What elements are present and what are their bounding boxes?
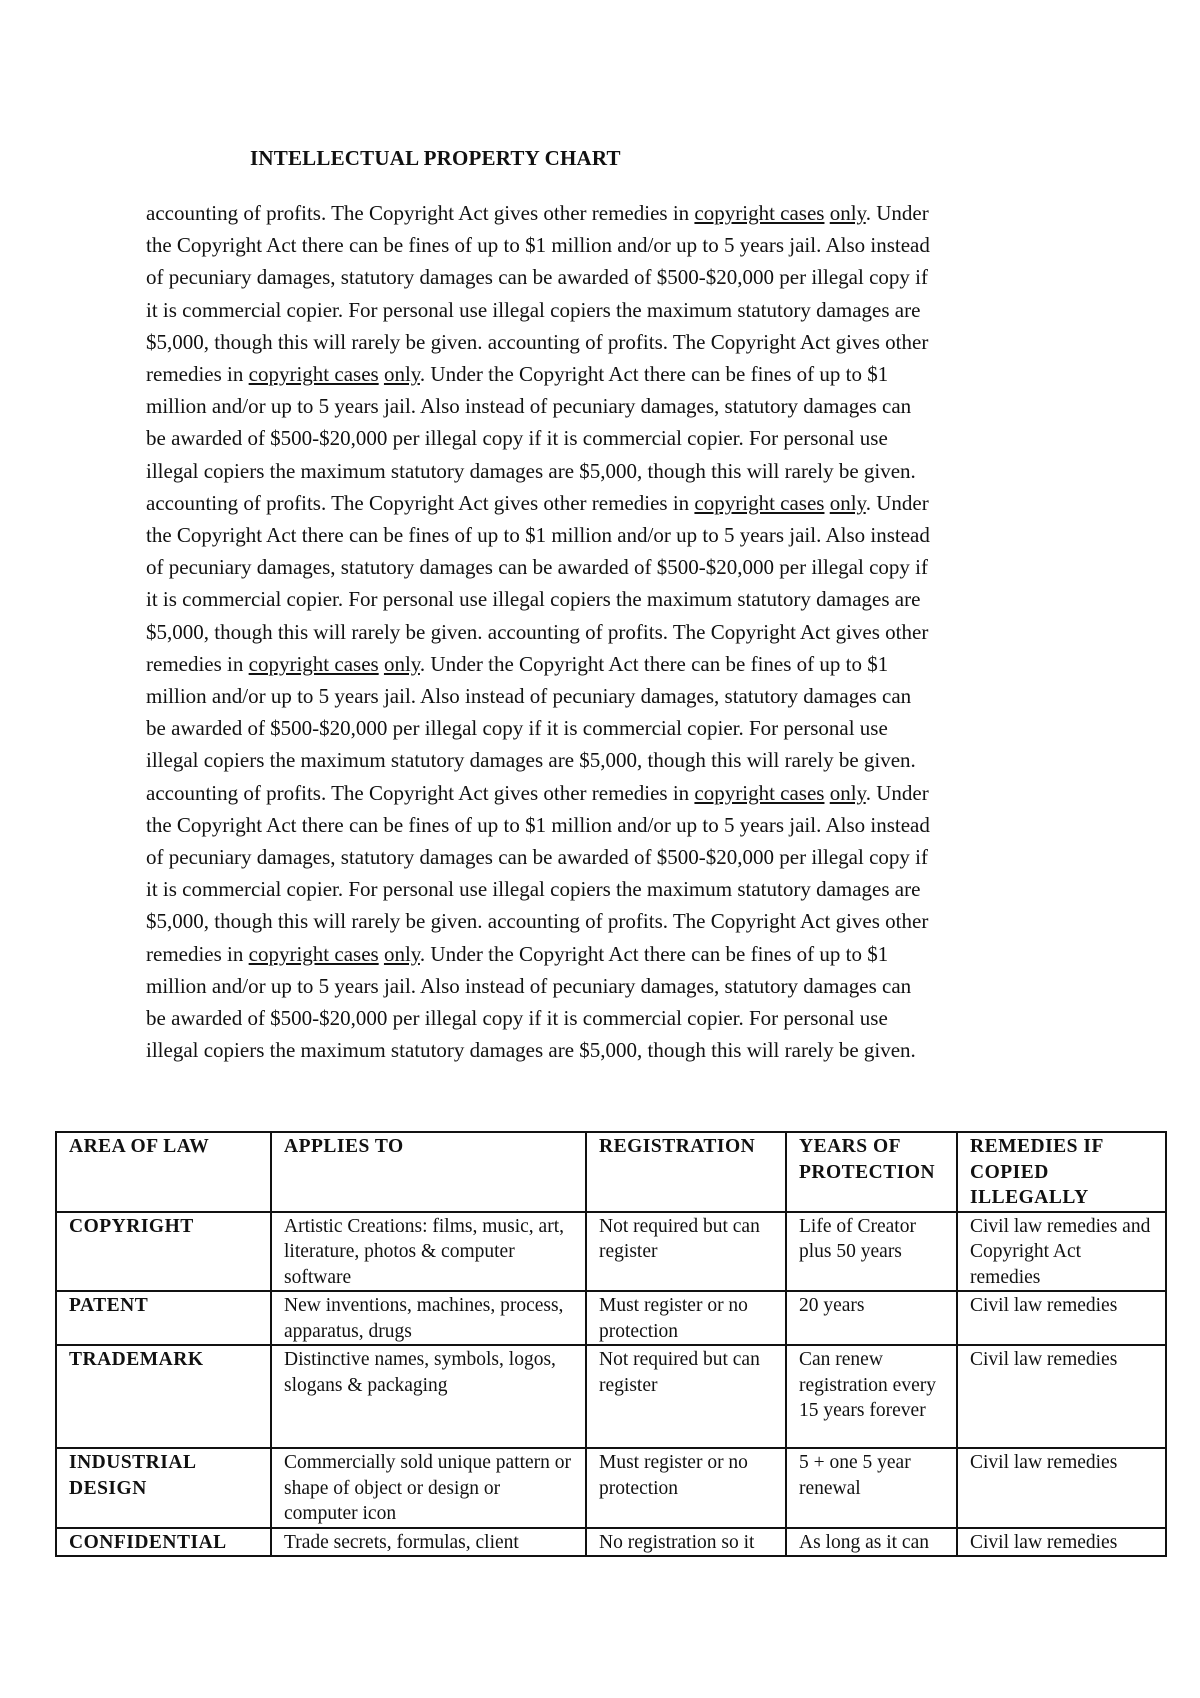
- underlined-text: copyright cases: [694, 780, 825, 805]
- cell-area-of-law: COPYRIGHT: [56, 1212, 271, 1292]
- body-line: [146, 197, 1066, 229]
- cell-registration: Must register or no protection: [586, 1448, 786, 1528]
- text-run: illegal copiers the maximum statutory damages are $5,000, though this will rarely be given.: [146, 458, 916, 483]
- header-remedies: REMEDIES IF COPIED ILLEGALLY: [957, 1132, 1166, 1212]
- text-run: remedies in: [146, 362, 249, 387]
- text-run: $5,000, though this will rarely be given. accounting of profits. The Copyright Act gives other: [146, 909, 929, 934]
- cell-registration: No registration so it: [586, 1528, 786, 1557]
- body-line: [146, 519, 1066, 551]
- cell-registration: Must register or no protection: [586, 1291, 786, 1345]
- body-line: [146, 841, 1066, 873]
- text-run: accounting of profits. The Copyright Act gives other remedies in: [146, 780, 695, 805]
- body-text: [146, 197, 1066, 1066]
- table-row: [56, 1528, 1166, 1557]
- body-line: [146, 551, 1066, 583]
- cell-years-of-protection: As long as it can: [786, 1528, 957, 1557]
- body-line: [146, 680, 1066, 712]
- body-line: [146, 422, 1066, 454]
- body-line: [146, 583, 1066, 615]
- body-line: [146, 1002, 1066, 1034]
- underlined-text: only: [829, 490, 866, 515]
- body-line: [146, 390, 1066, 422]
- cell-area-of-law: CONFIDENTIAL: [56, 1528, 271, 1557]
- text-run: remedies in: [146, 941, 249, 966]
- text-run: be awarded of $500-$20,000 per illegal copy if it is commercial copier. For personal use: [146, 1006, 888, 1031]
- underlined-text: copyright cases: [694, 201, 825, 225]
- underlined-text: only: [829, 780, 866, 805]
- text-run: the Copyright Act there can be fines of up to $1 million and/or up to 5 years jail. Also instead: [146, 523, 930, 548]
- text-run: . Under the Copyright Act there can be fines of up to $1: [419, 362, 889, 387]
- body-line: [146, 326, 1066, 358]
- text-run: $5,000, though this will rarely be given. accounting of profits. The Copyright Act gives other: [146, 619, 929, 644]
- text-run: $5,000, though this will rarely be given. accounting of profits. The Copyright Act gives other: [146, 329, 929, 354]
- cell-years-of-protection: Can renew registration every 15 years forever: [786, 1345, 957, 1448]
- text-run: of pecuniary damages, statutory damages can be awarded of $500-$20,000 per illegal copy if: [146, 555, 928, 580]
- body-line: [146, 744, 1066, 776]
- body-line: [146, 1034, 1066, 1066]
- text-run: it is commercial copier. For personal use illegal copiers the maximum statutory damages are: [146, 877, 921, 902]
- cell-remedies: Civil law remedies: [957, 1345, 1166, 1448]
- body-line: [146, 938, 1066, 970]
- text-run: . Under: [865, 490, 929, 515]
- underlined-text: only: [383, 651, 420, 676]
- body-line: [146, 777, 1066, 809]
- body-line: [146, 905, 1066, 937]
- cell-registration: Not required but can register: [586, 1345, 786, 1448]
- text-run: . Under the Copyright Act there can be fines of up to $1: [419, 941, 889, 966]
- body-line: [146, 616, 1066, 648]
- text-run: . Under: [865, 780, 929, 805]
- body-line: [146, 712, 1066, 744]
- body-line: [146, 358, 1066, 390]
- body-line: [146, 873, 1066, 905]
- cell-applies-to: Trade secrets, formulas, client: [271, 1528, 586, 1557]
- cell-applies-to: Commercially sold unique pattern or shape of object or design or computer icon: [271, 1448, 586, 1528]
- text-run: million and/or up to 5 years jail. Also instead of pecuniary damages, statutory damages can: [146, 973, 912, 998]
- ip-chart-table: [55, 1131, 1167, 1557]
- underlined-text: only: [383, 362, 420, 387]
- underlined-text: copyright cases: [248, 941, 379, 966]
- text-run: . Under: [865, 201, 929, 225]
- text-run: accounting of profits. The Copyright Act gives other remedies in: [146, 201, 695, 225]
- text-run: the Copyright Act there can be fines of up to $1 million and/or up to 5 years jail. Also instead: [146, 233, 930, 258]
- cell-registration: Not required but can register: [586, 1212, 786, 1292]
- body-line: [146, 261, 1066, 293]
- cell-remedies: Civil law remedies: [957, 1291, 1166, 1345]
- body-line: [146, 229, 1066, 261]
- text-run: illegal copiers the maximum statutory damages are $5,000, though this will rarely be given.: [146, 748, 916, 773]
- text-run: of pecuniary damages, statutory damages can be awarded of $500-$20,000 per illegal copy if: [146, 265, 928, 290]
- text-run: remedies in: [146, 651, 249, 676]
- header-years-of-protection: YEARS OF PROTECTION: [786, 1132, 957, 1212]
- table-header-row: [56, 1132, 1166, 1212]
- table-row: [56, 1345, 1166, 1448]
- text-run: it is commercial copier. For personal use illegal copiers the maximum statutory damages are: [146, 587, 921, 612]
- body-line: [146, 455, 1066, 487]
- cell-remedies: Civil law remedies and Copyright Act remedies: [957, 1212, 1166, 1292]
- body-line: [146, 809, 1066, 841]
- header-applies-to: APPLIES TO: [271, 1132, 586, 1212]
- text-run: be awarded of $500-$20,000 per illegal copy if it is commercial copier. For personal use: [146, 426, 888, 451]
- cell-applies-to: Artistic Creations: films, music, art, literature, photos & computer software: [271, 1212, 586, 1292]
- underlined-text: only: [383, 941, 420, 966]
- cell-area-of-law: TRADEMARK: [56, 1345, 271, 1448]
- underlined-text: copyright cases: [248, 651, 379, 676]
- underlined-text: only: [829, 201, 866, 225]
- body-line: [146, 970, 1066, 1002]
- cell-years-of-protection: Life of Creator plus 50 years: [786, 1212, 957, 1292]
- underlined-text: copyright cases: [694, 490, 825, 515]
- cell-area-of-law: PATENT: [56, 1291, 271, 1345]
- text-run: accounting of profits. The Copyright Act gives other remedies in: [146, 490, 695, 515]
- page-title: INTELLECTUAL PROPERTY CHART: [250, 146, 621, 170]
- cell-remedies: Civil law remedies: [957, 1528, 1166, 1557]
- cell-years-of-protection: 5 + one 5 year renewal: [786, 1448, 957, 1528]
- underlined-text: copyright cases: [248, 362, 379, 387]
- text-run: of pecuniary damages, statutory damages can be awarded of $500-$20,000 per illegal copy if: [146, 845, 928, 870]
- table-row: [56, 1448, 1166, 1528]
- text-run: illegal copiers the maximum statutory damages are $5,000, though this will rarely be given.: [146, 1038, 916, 1063]
- cell-applies-to: Distinctive names, symbols, logos, slogans & packaging: [271, 1345, 586, 1448]
- text-run: million and/or up to 5 years jail. Also instead of pecuniary damages, statutory damages can: [146, 684, 912, 709]
- body-line: [146, 487, 1066, 519]
- header-registration: REGISTRATION: [586, 1132, 786, 1212]
- table-row: [56, 1291, 1166, 1345]
- cell-area-of-law: INDUSTRIAL DESIGN: [56, 1448, 271, 1528]
- body-line: [146, 648, 1066, 680]
- cell-remedies: Civil law remedies: [957, 1448, 1166, 1528]
- text-run: be awarded of $500-$20,000 per illegal copy if it is commercial copier. For personal use: [146, 716, 888, 741]
- cell-applies-to: New inventions, machines, process, apparatus, drugs: [271, 1291, 586, 1345]
- body-line: [146, 294, 1066, 326]
- header-area-of-law: AREA OF LAW: [56, 1132, 271, 1212]
- text-run: it is commercial copier. For personal use illegal copiers the maximum statutory damages are: [146, 297, 921, 322]
- text-run: the Copyright Act there can be fines of up to $1 million and/or up to 5 years jail. Also instead: [146, 812, 930, 837]
- text-run: . Under the Copyright Act there can be fines of up to $1: [419, 651, 889, 676]
- table-row: [56, 1212, 1166, 1292]
- cell-years-of-protection: 20 years: [786, 1291, 957, 1345]
- text-run: million and/or up to 5 years jail. Also instead of pecuniary damages, statutory damages can: [146, 394, 912, 419]
